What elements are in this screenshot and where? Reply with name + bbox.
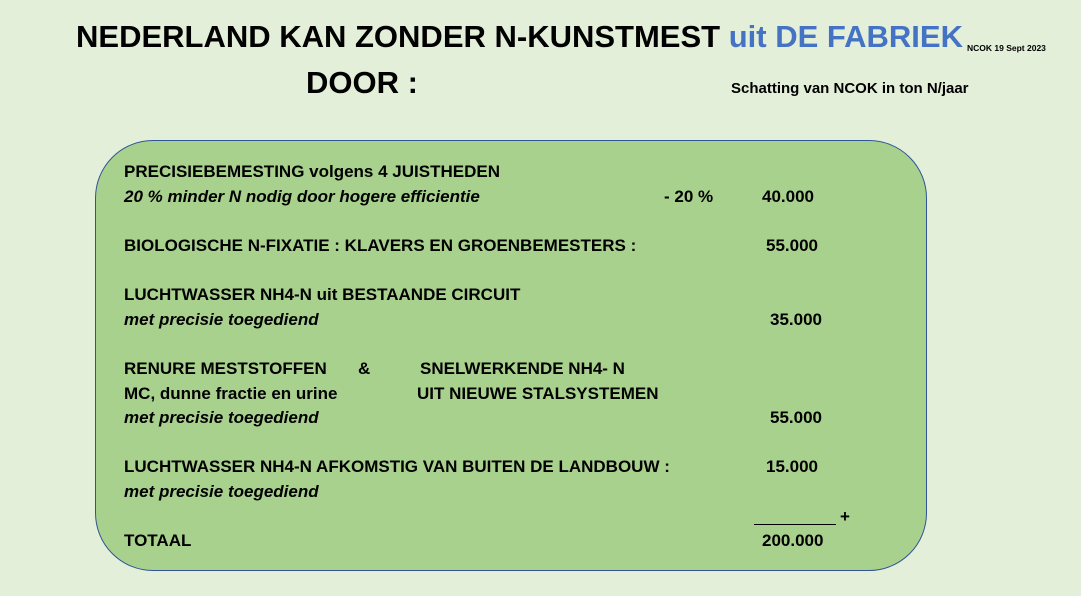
renure-value: 55.000 <box>770 408 822 427</box>
luchtwasser-bestaand-line-2: met precisie toegediend <box>124 310 319 329</box>
biologisch-line-1: BIOLOGISCHE N-FIXATIE : KLAVERS EN GROENBEMESTERS : <box>124 236 637 255</box>
renure-ampersand: & <box>358 359 371 378</box>
precisie-value: 40.000 <box>762 187 814 206</box>
total-value: 200.000 <box>762 531 824 550</box>
precisie-percent: - 20 % <box>664 187 714 206</box>
title-accent: uit DE FABRIEK <box>728 19 963 54</box>
luchtwasser-bestaand-line-1: LUCHTWASSER NH4-N uit BESTAANDE CIRCUIT <box>124 285 521 304</box>
sum-rule <box>754 524 836 525</box>
precisie-line-2: 20 % minder N nodig door hogere efficientie <box>124 187 480 206</box>
sum-plus: + <box>840 507 850 526</box>
source-note: NCOK 19 Sept 2023 <box>967 43 1046 53</box>
luchtwasser-bestaand-value: 35.000 <box>770 310 822 329</box>
luchtwasser-buiten-line-2: met precisie toegediend <box>124 482 319 501</box>
renure-col1-line-1: RENURE MESTSTOFFEN <box>124 359 327 378</box>
renure-col2-line-1: SNELWERKENDE NH4- N <box>420 359 625 378</box>
renure-line-3: met precisie toegediend <box>124 408 319 427</box>
title-line-2: DOOR : <box>306 65 418 100</box>
title-main: NEDERLAND KAN ZONDER N-KUNSTMEST <box>76 19 721 54</box>
page-title <box>76 19 963 55</box>
subtitle: Schatting van NCOK in ton N/jaar <box>731 80 969 97</box>
precisie-line-1: PRECISIEBEMESTING volgens 4 JUISTHEDEN <box>124 162 500 181</box>
renure-col2-line-2: UIT NIEUWE STALSYSTEMEN <box>417 384 659 403</box>
biologisch-value: 55.000 <box>766 236 818 255</box>
renure-col1-line-2: MC, dunne fractie en urine <box>124 384 338 403</box>
luchtwasser-buiten-line-1: LUCHTWASSER NH4-N AFKOMSTIG VAN BUITEN DE LANDBOUW : <box>124 457 670 476</box>
luchtwasser-buiten-value: 15.000 <box>766 457 818 476</box>
total-label: TOTAAL <box>124 531 192 550</box>
